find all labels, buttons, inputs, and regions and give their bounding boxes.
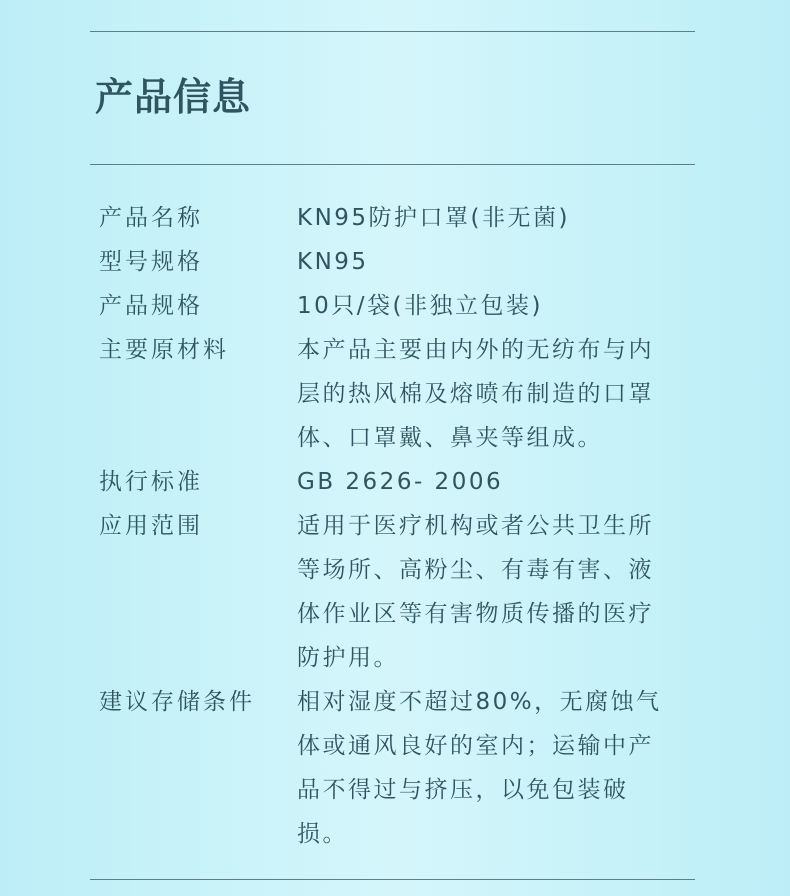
spec-label: 型号规格 — [99, 249, 203, 275]
top-divider — [90, 31, 695, 32]
spec-row-materials — [99, 328, 695, 460]
spec-row-product-name — [99, 196, 695, 240]
spec-value: 适用于医疗机构或者公共卫生所 等场所、高粉尘、有毒有害、液 体作业区等有害物质传播的医疗 防护用。 — [297, 513, 654, 671]
spec-value: 10只/袋(非独立包装) — [297, 293, 543, 319]
spec-value: 本产品主要由内外的无纺布与内 层的热风棉及熔喷布制造的口罩 体、口罩戴、鼻夹等组成。 — [297, 337, 654, 451]
product-spec-table — [99, 196, 695, 856]
spec-label: 执行标准 — [99, 469, 203, 495]
spec-label: 应用范围 — [99, 513, 203, 539]
spec-value: GB 2626- 2006 — [297, 469, 504, 495]
spec-label: 产品规格 — [99, 293, 203, 319]
spec-row-scope — [99, 504, 695, 680]
spec-row-standard — [99, 460, 695, 504]
spec-value: 相对湿度不超过80%，无腐蚀气 体或通风良好的室内；运输中产 品不得过与挤压，以免包装破 损。 — [297, 689, 662, 847]
spec-value: KN95 — [297, 249, 369, 275]
spec-value: KN95防护口罩(非无菌) — [297, 205, 571, 231]
section-title: 产品信息 — [95, 75, 252, 119]
title-divider — [90, 164, 695, 165]
spec-row-package — [99, 284, 695, 328]
bottom-divider — [90, 879, 695, 880]
spec-label: 建议存储条件 — [99, 689, 255, 715]
spec-row-model — [99, 240, 695, 284]
spec-label: 主要原材料 — [99, 337, 229, 363]
spec-row-storage — [99, 680, 695, 856]
spec-label: 产品名称 — [99, 205, 203, 231]
